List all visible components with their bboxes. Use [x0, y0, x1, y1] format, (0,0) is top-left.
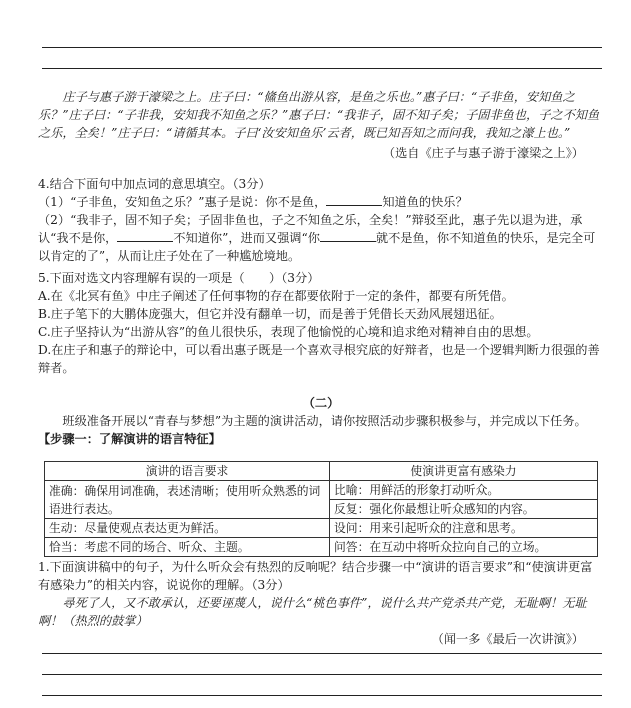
speech-quote: 尋死了人，又不敢承认，还要诬蔑人，说什么“桃色事件”，说什么共产党杀共产党，无耻啊！无耻啊！（热烈的鼓掌） — [38, 596, 587, 628]
part-two — [38, 394, 604, 448]
table-header: 使演讲更富有感染力 — [330, 462, 598, 481]
table-row — [45, 519, 598, 538]
table-cell: 设问：用来引起听众的注意和思考。 — [330, 519, 598, 538]
passage-one — [38, 88, 604, 162]
question-4 — [38, 175, 604, 265]
question-sentence-1 — [38, 193, 604, 211]
option-b: B.庄子笔下的大鹏体庞强大，但它并没有翻单一切，而是善于凭借长天劲风展翅迅征。 — [38, 307, 502, 321]
question-5 — [38, 269, 604, 377]
table-header: 演讲的语言要求 — [45, 462, 330, 481]
table-row — [45, 481, 598, 500]
option-d: D.在庄子和惠子的辩论中，可以看出惠子既是一个喜欢寻根究底的好辩者，也是一个逻辑判断力很强的善辩者。 — [38, 343, 600, 375]
passage-text: 庄子与惠子游于濠梁之上。庄子曰：“鯈鱼出游从容，是鱼之乐也。”惠子曰：“子非鱼，安知鱼之乐？”庄子曰：“子非我，安知我不知鱼之乐？”惠子曰：“我非子，固不知子矣；子固非鱼也，子之不知鱼之乐，全矣！”庄子曰：“请循其本。子曰‘汝安知鱼乐’云者，既已知吾知之而问我，我知之濠上也。” — [38, 90, 600, 140]
answer-line — [42, 674, 602, 675]
sentence-text: 不知道你”，进而又强调“你 — [173, 231, 320, 245]
question-title: 4.结合下面句中加点词的意思填空。（3分） — [38, 177, 271, 191]
answer-blank[interactable] — [326, 193, 382, 206]
question-sentence-2 — [38, 211, 604, 265]
option-a: A.在《北冥有鱼》中庄子阐述了任何事物的存在都要依附于一定的条件，都要有所凭借。 — [38, 289, 514, 303]
table-cell: 比喻：用鲜活的形象打动听众。 — [330, 481, 598, 500]
option-c: C.庄子坚持认为“出游从容”的鱼儿很快乐，表现了他愉悦的心境和追求绝对精神自由的思想。 — [38, 325, 539, 339]
table-cell: 恰当：考虑不同的场合、听众、主题。 — [45, 538, 330, 557]
table-cell: 生动：尽量使观点表达更为鲜活。 — [45, 519, 330, 538]
answer-line — [42, 695, 602, 696]
question-text: 1.下面演讲稿中的句子，为什么听众会有热烈的反响呢？结合步骤一中“演讲的语言要求”和“使演讲更富有感染力”的相关内容，说说你的理解。（3分） — [38, 560, 593, 592]
table-header-row — [45, 462, 598, 481]
feature-table-wrap — [38, 461, 604, 557]
answer-line — [42, 653, 602, 654]
table-cell: 反复：强化你最想让听众感知的内容。 — [330, 500, 598, 519]
feature-table — [44, 461, 598, 557]
question-title: 5.下面对选文内容理解有误的一项是（ ）（3分） — [38, 271, 320, 285]
sentence-text: 知道鱼的快乐？ — [382, 195, 468, 209]
sentence-text: （1）“子非鱼，安知鱼之乐？”惠子是说：你不是鱼， — [38, 195, 327, 209]
part-heading: （二） — [302, 396, 340, 410]
answer-blank[interactable] — [117, 229, 173, 242]
table-row — [45, 538, 598, 557]
question-1 — [38, 558, 604, 648]
answer-line — [42, 68, 602, 69]
step-one-label: 【步骤一：了解演讲的语言特征】 — [38, 432, 221, 446]
table-cell: 问答：在互动中将听众拉向自己的立场。 — [330, 538, 598, 557]
answer-line — [42, 47, 602, 48]
sentence-text: 就不是鱼，你不知道鱼的快乐，是完全可以肯定的了”，从而让庄子处在了一种尴尬境地。 — [38, 231, 596, 263]
passage-source: （选自《庄子与惠子游于濠梁之上》） — [382, 146, 584, 160]
table-cell: 准确：确保用词准确，表述清晰；使用听众熟悉的词语进行表达。 — [45, 481, 330, 519]
part-intro: 班级准备开展以“青春与梦想”为主题的演讲活动，请你按照活动步骤积极参与，并完成以下任务。 — [62, 414, 587, 428]
sentence-text: （2）“我非子，固不知子矣；子固非鱼也，子之不知鱼之乐，全矣！”辩驳至此，惠子先以退为进，承认“我不是你， — [38, 213, 583, 245]
quote-source: （闻一多《最后一次讲演》） — [431, 632, 584, 646]
answer-blank[interactable] — [320, 229, 376, 242]
